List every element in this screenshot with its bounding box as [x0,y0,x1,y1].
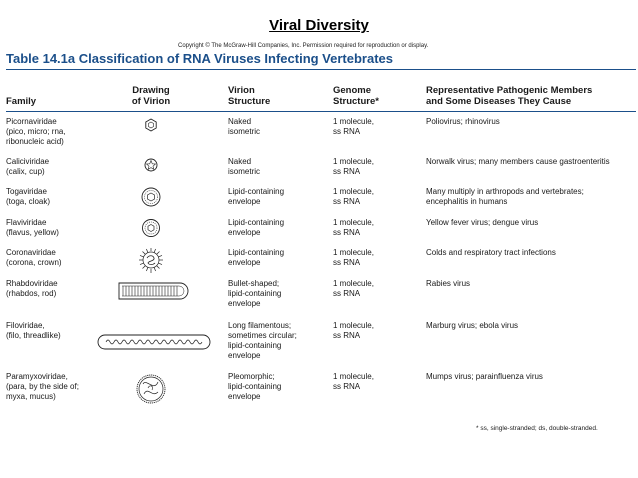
family-name: Caliciviridae [6,157,50,166]
slide-title: Viral Diversity [269,17,369,34]
footnote: * ss, single-stranded; ds, double-stranded. [476,425,598,432]
genome-structure-line: 1 molecule, [333,279,374,288]
virion-structure-line: sometimes circular; [228,331,297,340]
virion-structure-cell [228,279,328,309]
genome-structure-line: ss RNA [333,289,361,298]
header-members-line1: Representative Pathogenic Members [426,85,593,96]
family-etymology: (flavus, yellow) [6,228,59,237]
table-top-rule [6,69,636,70]
genome-structure-cell [333,187,423,207]
virion-structure-line: envelope [228,351,261,360]
genome-structure-cell [333,157,423,177]
family-etymology: (pico, micro; rna, [6,127,66,136]
family-etymology: (filo, threadlike) [6,331,61,340]
family-name: Filoviridae, [6,321,45,330]
family-etymology: ribonucleic acid) [6,137,64,146]
pathogenic-members-cell: Yellow fever virus; dengue virus [426,218,539,227]
pathogenic-members-cell: Marburg virus; ebola virus [426,321,519,330]
virion-structure-line: Naked [228,117,252,126]
genome-structure-cell [333,321,423,341]
genome-structure-cell [333,218,423,238]
virion-structure-line: isometric [228,127,261,136]
virion-structure-line: Lipid-containing [228,187,285,196]
virion-structure-cell [228,372,328,402]
family-etymology: (toga, cloak) [6,197,51,206]
virion-structure-line: envelope [228,392,261,401]
header-members [426,85,592,107]
genome-structure-cell [333,117,423,137]
header-drawing [126,85,176,107]
header-members-line2: and Some Diseases They Cause [426,96,572,107]
virion-structure-line: lipid-containing [228,341,282,350]
pathogenic-members-cell: Rabies virus [426,279,471,288]
paramyxovirus-virion-icon [88,372,218,412]
family-etymology: (corona, crown) [6,258,62,267]
genome-structure-line: 1 molecule, [333,187,374,196]
virion-structure-cell [228,248,328,268]
virion-structure-line: envelope [228,258,261,267]
filovirus-virion-icon [88,321,218,361]
genome-structure-line: ss RNA [333,197,361,206]
virion-structure-line: isometric [228,167,261,176]
header-virion-line2: Structure [228,96,271,107]
virion-structure-line: Bullet-shaped; [228,279,280,288]
family-name: Togaviridae [6,187,47,196]
genome-structure-line: 1 molecule, [333,321,374,330]
genome-structure-cell [333,248,423,268]
virion-structure-cell [228,117,328,137]
genome-structure-line: 1 molecule, [333,117,374,126]
picornavirus-virion-icon [88,117,218,157]
family-name: Paramyxoviridae, [6,372,68,381]
header-drawing-line2: of Virion [131,96,171,107]
genome-structure-line: ss RNA [333,331,361,340]
family-name: Coronaviridae [6,248,56,257]
rhabdovirus-virion-icon [88,279,218,319]
virion-structure-line: Pleomorphic; [228,372,275,381]
genome-structure-line: 1 molecule, [333,218,374,227]
pathogenic-members-cell: Norwalk virus; many members cause gastroenteritis [426,157,610,166]
genome-structure-line: ss RNA [333,258,361,267]
genome-structure-cell [333,279,423,299]
virion-structure-cell [228,157,328,177]
genome-structure-line: ss RNA [333,228,361,237]
header-virion-line1: Virion [228,85,255,96]
family-etymology: (calix, cup) [6,167,45,176]
family-name: Flaviviridae [6,218,47,227]
pathogenic-members-cell: Colds and respiratory tract infections [426,248,556,257]
pathogenic-members-cell: Poliovirus; rhinovirus [426,117,500,126]
header-virion [228,85,270,107]
genome-structure-line: ss RNA [333,167,361,176]
genome-structure-line: 1 molecule, [333,157,374,166]
genome-structure-cell [333,372,423,392]
header-drawing-line1: Drawing [132,85,170,96]
virion-structure-line: Naked [228,157,252,166]
virion-structure-line: lipid-containing [228,289,282,298]
header-genome-line1: Genome [333,85,372,96]
virion-structure-line: lipid-containing [228,382,282,391]
virion-structure-line: Lipid-containing [228,248,285,257]
genome-structure-line: 1 molecule, [333,372,374,381]
table-header-rule [6,111,636,112]
virion-structure-line: envelope [228,228,261,237]
pathogenic-members-cell: Many multiply in arthropods and vertebrates; encephalitis in humans [426,187,584,206]
virion-structure-line: envelope [228,197,261,206]
genome-structure-line: ss RNA [333,382,361,391]
header-genome [333,85,379,107]
copyright-notice: Copyright © The McGraw-Hill Companies, Inc. Permission required for reproduction or display. [178,43,429,49]
header-genome-line2: Structure* [333,96,379,107]
virion-structure-cell [228,321,328,361]
family-name: Rhabdoviridae [6,279,58,288]
virion-structure-line: Long filamentous; [228,321,292,330]
genome-structure-line: ss RNA [333,127,361,136]
family-etymology: (rhabdos, rod) [6,289,57,298]
family-etymology: (para, by the side of; [6,382,79,391]
virion-structure-line: Lipid-containing [228,218,285,227]
genome-structure-line: 1 molecule, [333,248,374,257]
virion-structure-cell [228,218,328,238]
header-family: Family [6,96,37,107]
table-title: Table 14.1a Classification of RNA Viruses Infecting Vertebrates [6,51,394,66]
family-etymology: myxa, mucus) [6,392,56,401]
virion-structure-cell [228,187,328,207]
virion-structure-line: envelope [228,299,261,308]
pathogenic-members-cell: Mumps virus; parainfluenza virus [426,372,543,381]
family-name: Picornaviridae [6,117,57,126]
